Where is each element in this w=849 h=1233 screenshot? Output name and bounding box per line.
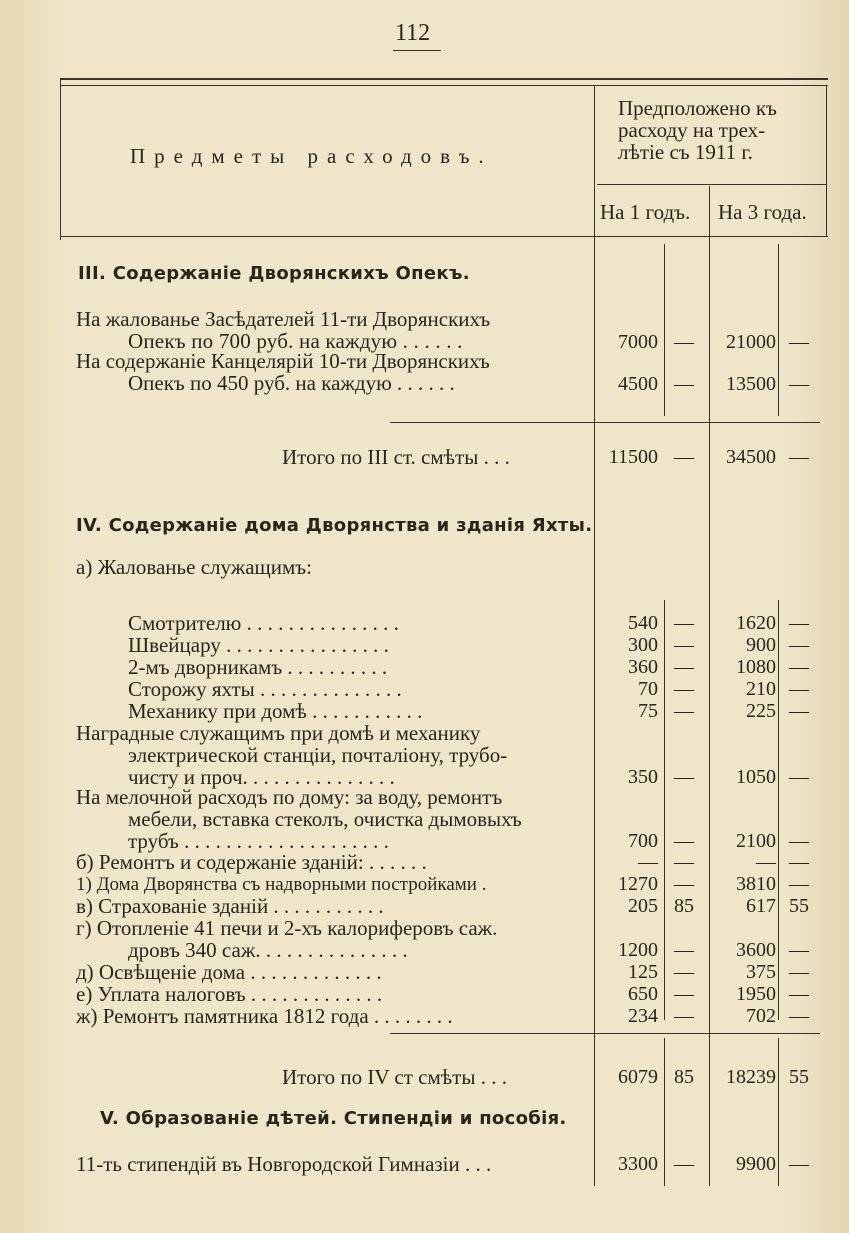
value-1yr: 75 — [638, 700, 658, 722]
subject-column-header: Предметы расходовъ. — [130, 144, 493, 168]
one-year-column-header: На 1 годъ. — [600, 200, 691, 224]
value-kop-1yr: — — [674, 634, 694, 656]
value-3yr: 617 — [746, 895, 776, 917]
total-kop-1yr: — — [674, 446, 694, 468]
row-text: в) Страхованiе зданiй . . . . . . . . . . . — [76, 894, 384, 918]
value-3yr: 3810 — [736, 873, 776, 895]
value-3yr: 21000 — [726, 331, 776, 353]
value-3yr: 210 — [746, 678, 776, 700]
value-kop-1yr: — — [674, 373, 694, 395]
row-text: На содержанiе Канцелярiй 10-ти Дворянскихъ — [76, 349, 490, 373]
value-3yr: 702 — [746, 1005, 776, 1027]
total-kop-3yr: 55 — [789, 1066, 809, 1088]
proposed-header-line-2: расходу на трех- — [618, 118, 766, 142]
value-kop-3yr: — — [789, 678, 809, 700]
total-1yr: 11500 — [608, 446, 658, 468]
col-divider-years — [709, 186, 710, 1186]
row-text: На мелочной расходъ по дому: за воду, ремонтъ — [76, 785, 503, 809]
value-kop-1yr: — — [674, 851, 694, 873]
value-3yr: 2100 — [736, 830, 776, 852]
row-text: 2-мъ дворникамъ . . . . . . . . . . — [128, 655, 388, 679]
value-1yr: 205 — [628, 895, 658, 917]
value-kop-3yr: — — [789, 373, 809, 395]
section-4-total-label: Итого по IV ст смѣты . . . — [282, 1065, 507, 1089]
value-3yr: 9900 — [736, 1153, 776, 1175]
value-kop-3yr: — — [789, 983, 809, 1005]
row-text: электрической станцiи, почталiону, трубо- — [128, 743, 508, 767]
total-kop-3yr: — — [789, 446, 809, 468]
value-kop-1yr: — — [674, 766, 694, 788]
page-number-underline — [393, 50, 441, 51]
value-1yr: 125 — [628, 961, 658, 983]
section-3-title: III. Содержанiе Дворянскихъ Опекъ. — [78, 263, 470, 284]
value-kop-1yr: — — [674, 873, 694, 895]
value-kop-1yr: 85 — [674, 895, 694, 917]
value-1yr: 300 — [628, 634, 658, 656]
value-kop-3yr: — — [789, 1005, 809, 1027]
value-1yr: 3300 — [618, 1153, 658, 1175]
section-3-total-label: Итого по III ст. смѣты . . . — [282, 445, 510, 469]
value-3yr: 1080 — [736, 656, 776, 678]
value-1yr: 360 — [628, 656, 658, 678]
value-kop-1yr: — — [674, 939, 694, 961]
value-kop-3yr: — — [789, 939, 809, 961]
value-kop-3yr: 55 — [789, 895, 809, 917]
col-divider-kop3-c — [778, 1038, 779, 1186]
value-kop-3yr: — — [789, 961, 809, 983]
table-top-rule-inner — [60, 85, 828, 86]
value-kop-1yr: — — [674, 983, 694, 1005]
row-text: ж) Ремонтъ памятника 1812 года . . . . . . . . — [76, 1004, 453, 1028]
proposed-header-line-1: Предположено къ — [618, 96, 777, 120]
total-1yr: 6079 — [618, 1066, 658, 1088]
value-kop-1yr: — — [674, 612, 694, 634]
value-kop-1yr: — — [674, 830, 694, 852]
row-text: б) Ремонтъ и содержанiе зданiй: . . . . . . — [76, 850, 427, 874]
table-left-rule — [60, 80, 61, 240]
proposed-header-line-3: лѣтiе съ 1911 г. — [618, 140, 753, 164]
value-kop-1yr: — — [674, 678, 694, 700]
row-text: Наградные служащимъ при домѣ и механику — [76, 721, 481, 745]
value-kop-3yr: — — [789, 612, 809, 634]
table-right-rule — [826, 86, 827, 236]
col-divider-kop1-b — [664, 600, 665, 1020]
total3-rule — [390, 422, 820, 423]
row-text: чисту и проч. . . . . . . . . . . . . . . — [128, 765, 395, 789]
row-text: мебели, вставка стеколъ, очистка дымовыхъ — [128, 807, 522, 831]
value-kop-3yr: — — [789, 634, 809, 656]
value-3yr: 225 — [746, 700, 776, 722]
value-3yr: 1050 — [736, 766, 776, 788]
row-text: Опекъ по 450 руб. на каждую . . . . . . — [128, 371, 455, 395]
value-1yr: 700 — [628, 830, 658, 852]
header-split-rule — [597, 184, 827, 185]
total-3yr: 34500 — [726, 446, 776, 468]
value-3yr: — — [756, 851, 776, 873]
value-kop-3yr: — — [789, 766, 809, 788]
row-text: трубъ . . . . . . . . . . . . . . . . . . . . — [128, 829, 389, 853]
value-1yr: 540 — [628, 612, 658, 634]
row-text: дровъ 340 саж. . . . . . . . . . . . . . . — [128, 938, 408, 962]
value-1yr: 4500 — [618, 373, 658, 395]
value-kop-1yr: — — [674, 700, 694, 722]
col-divider-kop1-c — [664, 1038, 665, 1186]
value-kop-3yr: — — [789, 830, 809, 852]
value-3yr: 13500 — [726, 373, 776, 395]
value-1yr: 350 — [628, 766, 658, 788]
value-kop-3yr: — — [789, 851, 809, 873]
row-text: д) Освѣщенiе дома . . . . . . . . . . . . . — [76, 960, 382, 984]
value-1yr: 1200 — [618, 939, 658, 961]
section-5-title: V. Образованiе дѣтей. Стипендiи и пособiя. — [100, 1108, 567, 1129]
row-text: Опекъ по 700 руб. на каждую . . . . . . — [128, 329, 463, 353]
three-years-column-header: На 3 года. — [718, 200, 807, 224]
col-divider-kop3-a — [778, 244, 779, 416]
value-kop-3yr: — — [789, 331, 809, 353]
row-text: Смотрителю . . . . . . . . . . . . . . . — [128, 611, 399, 635]
value-3yr: 900 — [746, 634, 776, 656]
header-bottom-rule — [60, 236, 828, 237]
row-text: 11-ть стипендiй въ Новгородской Гимназiи . . . — [76, 1152, 492, 1176]
value-1yr: 7000 — [618, 331, 658, 353]
total-3yr: 18239 — [726, 1066, 776, 1088]
value-kop-3yr: — — [789, 873, 809, 895]
value-kop-3yr: — — [789, 700, 809, 722]
subhead-a: а) Жалованье служащимъ: — [76, 555, 312, 579]
value-kop-1yr: — — [674, 1005, 694, 1027]
value-kop-1yr: — — [674, 656, 694, 678]
value-3yr: 375 — [746, 961, 776, 983]
col-divider-kop3-b — [778, 600, 779, 1020]
value-3yr: 3600 — [736, 939, 776, 961]
value-1yr: 70 — [638, 678, 658, 700]
value-kop-3yr: — — [789, 1153, 809, 1175]
row-text: Сторожу яхты . . . . . . . . . . . . . . — [128, 677, 402, 701]
row-text: г) Отопленiе 41 печи и 2-хъ калориферовъ саж. — [76, 916, 498, 940]
value-3yr: 1620 — [736, 612, 776, 634]
table-top-rule — [60, 78, 828, 80]
row-text: На жалованье Засѣдателей 11-ти Дворянскихъ — [76, 307, 491, 331]
value-kop-3yr: — — [789, 656, 809, 678]
total-kop-1yr: 85 — [674, 1066, 694, 1088]
row-text: Механику при домѣ . . . . . . . . . . . — [128, 699, 423, 723]
total4-rule — [390, 1033, 820, 1034]
row-text: Швейцару . . . . . . . . . . . . . . . . — [128, 633, 389, 657]
value-kop-1yr: — — [674, 961, 694, 983]
row-text: 1) Дома Дворянства съ надворными постройками . — [76, 874, 487, 895]
section-4-title: IV. Содержанiе дома Дворянства и зданiя Яхты. — [76, 515, 593, 536]
value-1yr: 1270 — [618, 873, 658, 895]
value-kop-1yr: — — [674, 331, 694, 353]
row-text: е) Уплата налоговъ . . . . . . . . . . . . . — [76, 982, 383, 1006]
value-1yr: 234 — [628, 1005, 658, 1027]
col-divider-kop1-a — [664, 244, 665, 416]
page-number: 112 — [395, 20, 431, 46]
value-1yr: — — [638, 851, 658, 873]
value-kop-1yr: — — [674, 1153, 694, 1175]
value-1yr: 650 — [628, 983, 658, 1005]
col-divider-subject — [594, 86, 595, 1186]
value-3yr: 1950 — [736, 983, 776, 1005]
